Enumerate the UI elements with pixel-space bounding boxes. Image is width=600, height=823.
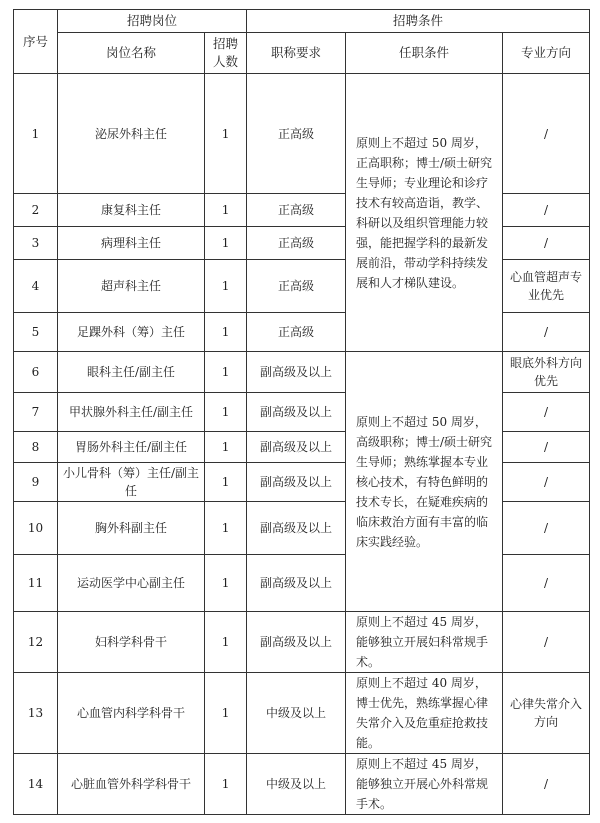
row-no: 3: [14, 227, 58, 260]
row-no: 11: [14, 555, 58, 612]
row-position: 康复科主任: [58, 194, 205, 227]
row-title: 副高级及以上: [247, 463, 346, 502]
table-row: [14, 74, 590, 194]
row-title: 副高级及以上: [247, 432, 346, 463]
table-row: [14, 432, 590, 463]
row-qualification: 原则上不超过 45 周岁，能够独立开展心外科常规手术。: [346, 754, 503, 815]
table-row: [14, 194, 590, 227]
row-title: 正高级: [247, 74, 346, 194]
row-specialty: /: [503, 555, 590, 612]
table-row: [14, 463, 590, 502]
header-qualification: 任职条件: [346, 33, 503, 74]
table-row: [14, 754, 590, 815]
table-row: [14, 227, 590, 260]
row-title: 副高级及以上: [247, 393, 346, 432]
row-position: 小儿骨科（筹）主任/副主任: [58, 463, 205, 502]
row-position: 足踝外科（筹）主任: [58, 313, 205, 352]
row-count: 1: [205, 754, 247, 815]
row-specialty: 心血管超声专业优先: [503, 260, 590, 313]
row-no: 1: [14, 74, 58, 194]
row-count: 1: [205, 313, 247, 352]
row-count: 1: [205, 393, 247, 432]
row-position: 心脏血管外科学科骨干: [58, 754, 205, 815]
row-title: 副高级及以上: [247, 555, 346, 612]
row-count: 1: [205, 555, 247, 612]
row-title: 副高级及以上: [247, 352, 346, 393]
row-specialty: /: [503, 463, 590, 502]
row-no: 10: [14, 502, 58, 555]
row-title: 中级及以上: [247, 754, 346, 815]
row-title: 中级及以上: [247, 673, 346, 754]
row-position: 运动医学中心副主任: [58, 555, 205, 612]
row-specialty: /: [503, 227, 590, 260]
row-no: 5: [14, 313, 58, 352]
row-no: 7: [14, 393, 58, 432]
row-qualification: 原则上不超过 40 周岁，博士优先，熟练掌握心律失常介入及危重症抢救技能。: [346, 673, 503, 754]
row-specialty: /: [503, 74, 590, 194]
header-seq: 序号: [14, 10, 58, 74]
row-title: 正高级: [247, 194, 346, 227]
header-title-req: 职称要求: [247, 33, 346, 74]
header-headcount: 招聘人数: [205, 33, 247, 74]
row-count: 1: [205, 352, 247, 393]
row-position: 心血管内科学科骨干: [58, 673, 205, 754]
row-no: 4: [14, 260, 58, 313]
row-specialty: /: [503, 612, 590, 673]
row-specialty: /: [503, 313, 590, 352]
row-specialty: /: [503, 754, 590, 815]
conditions-associate: 原则上不超过 50 周岁，高级职称；博士/硕士研究生导师；熟练掌握本专业核心技术，有特色鲜明的技术专长，在疑难疾病的临床救治方面有丰富的临床实践经验。: [346, 352, 503, 612]
row-title: 正高级: [247, 227, 346, 260]
row-title: 副高级及以上: [247, 502, 346, 555]
row-position: 病理科主任: [58, 227, 205, 260]
header-group-requirements: 招聘条件: [247, 10, 590, 33]
table-row: [14, 673, 590, 754]
row-count: 1: [205, 432, 247, 463]
row-count: 1: [205, 502, 247, 555]
row-position: 妇科学科骨干: [58, 612, 205, 673]
row-count: 1: [205, 673, 247, 754]
table-row: [14, 555, 590, 612]
row-specialty: /: [503, 194, 590, 227]
row-no: 14: [14, 754, 58, 815]
header-row-group: [14, 10, 590, 33]
row-specialty: 心律失常介入方向: [503, 673, 590, 754]
row-position: 眼科主任/副主任: [58, 352, 205, 393]
row-count: 1: [205, 227, 247, 260]
row-no: 8: [14, 432, 58, 463]
header-specialty: 专业方向: [503, 33, 590, 74]
table-row: [14, 393, 590, 432]
header-position-name: 岗位名称: [58, 33, 205, 74]
row-position: 胸外科副主任: [58, 502, 205, 555]
row-position: 胃肠外科主任/副主任: [58, 432, 205, 463]
table-row: [14, 502, 590, 555]
row-specialty: /: [503, 502, 590, 555]
row-position: 泌尿外科主任: [58, 74, 205, 194]
row-count: 1: [205, 260, 247, 313]
conditions-senior: 原则上不超过 50 周岁，正高职称；博士/硕士研究生导师；专业理论和诊疗技术有较高造诣，教学、科研以及组织管理能力较强，能把握学科的最新发展前沿，带动学科持续发展和人才梯队建设。: [346, 74, 503, 352]
recruitment-table: [13, 9, 590, 815]
row-count: 1: [205, 74, 247, 194]
header-row-columns: [14, 33, 590, 74]
row-position: 甲状腺外科主任/副主任: [58, 393, 205, 432]
row-no: 2: [14, 194, 58, 227]
header-group-position: 招聘岗位: [58, 10, 247, 33]
row-position: 超声科主任: [58, 260, 205, 313]
row-specialty: 眼底外科方向优先: [503, 352, 590, 393]
row-count: 1: [205, 463, 247, 502]
row-no: 9: [14, 463, 58, 502]
table-row: [14, 612, 590, 673]
table-row: [14, 352, 590, 393]
row-no: 12: [14, 612, 58, 673]
row-count: 1: [205, 194, 247, 227]
row-count: 1: [205, 612, 247, 673]
row-no: 6: [14, 352, 58, 393]
table-row: [14, 260, 590, 313]
row-title: 正高级: [247, 260, 346, 313]
row-specialty: /: [503, 432, 590, 463]
row-specialty: /: [503, 393, 590, 432]
table-row: [14, 313, 590, 352]
row-title: 正高级: [247, 313, 346, 352]
row-no: 13: [14, 673, 58, 754]
row-title: 副高级及以上: [247, 612, 346, 673]
row-qualification: 原则上不超过 45 周岁，能够独立开展妇科常规手术。: [346, 612, 503, 673]
